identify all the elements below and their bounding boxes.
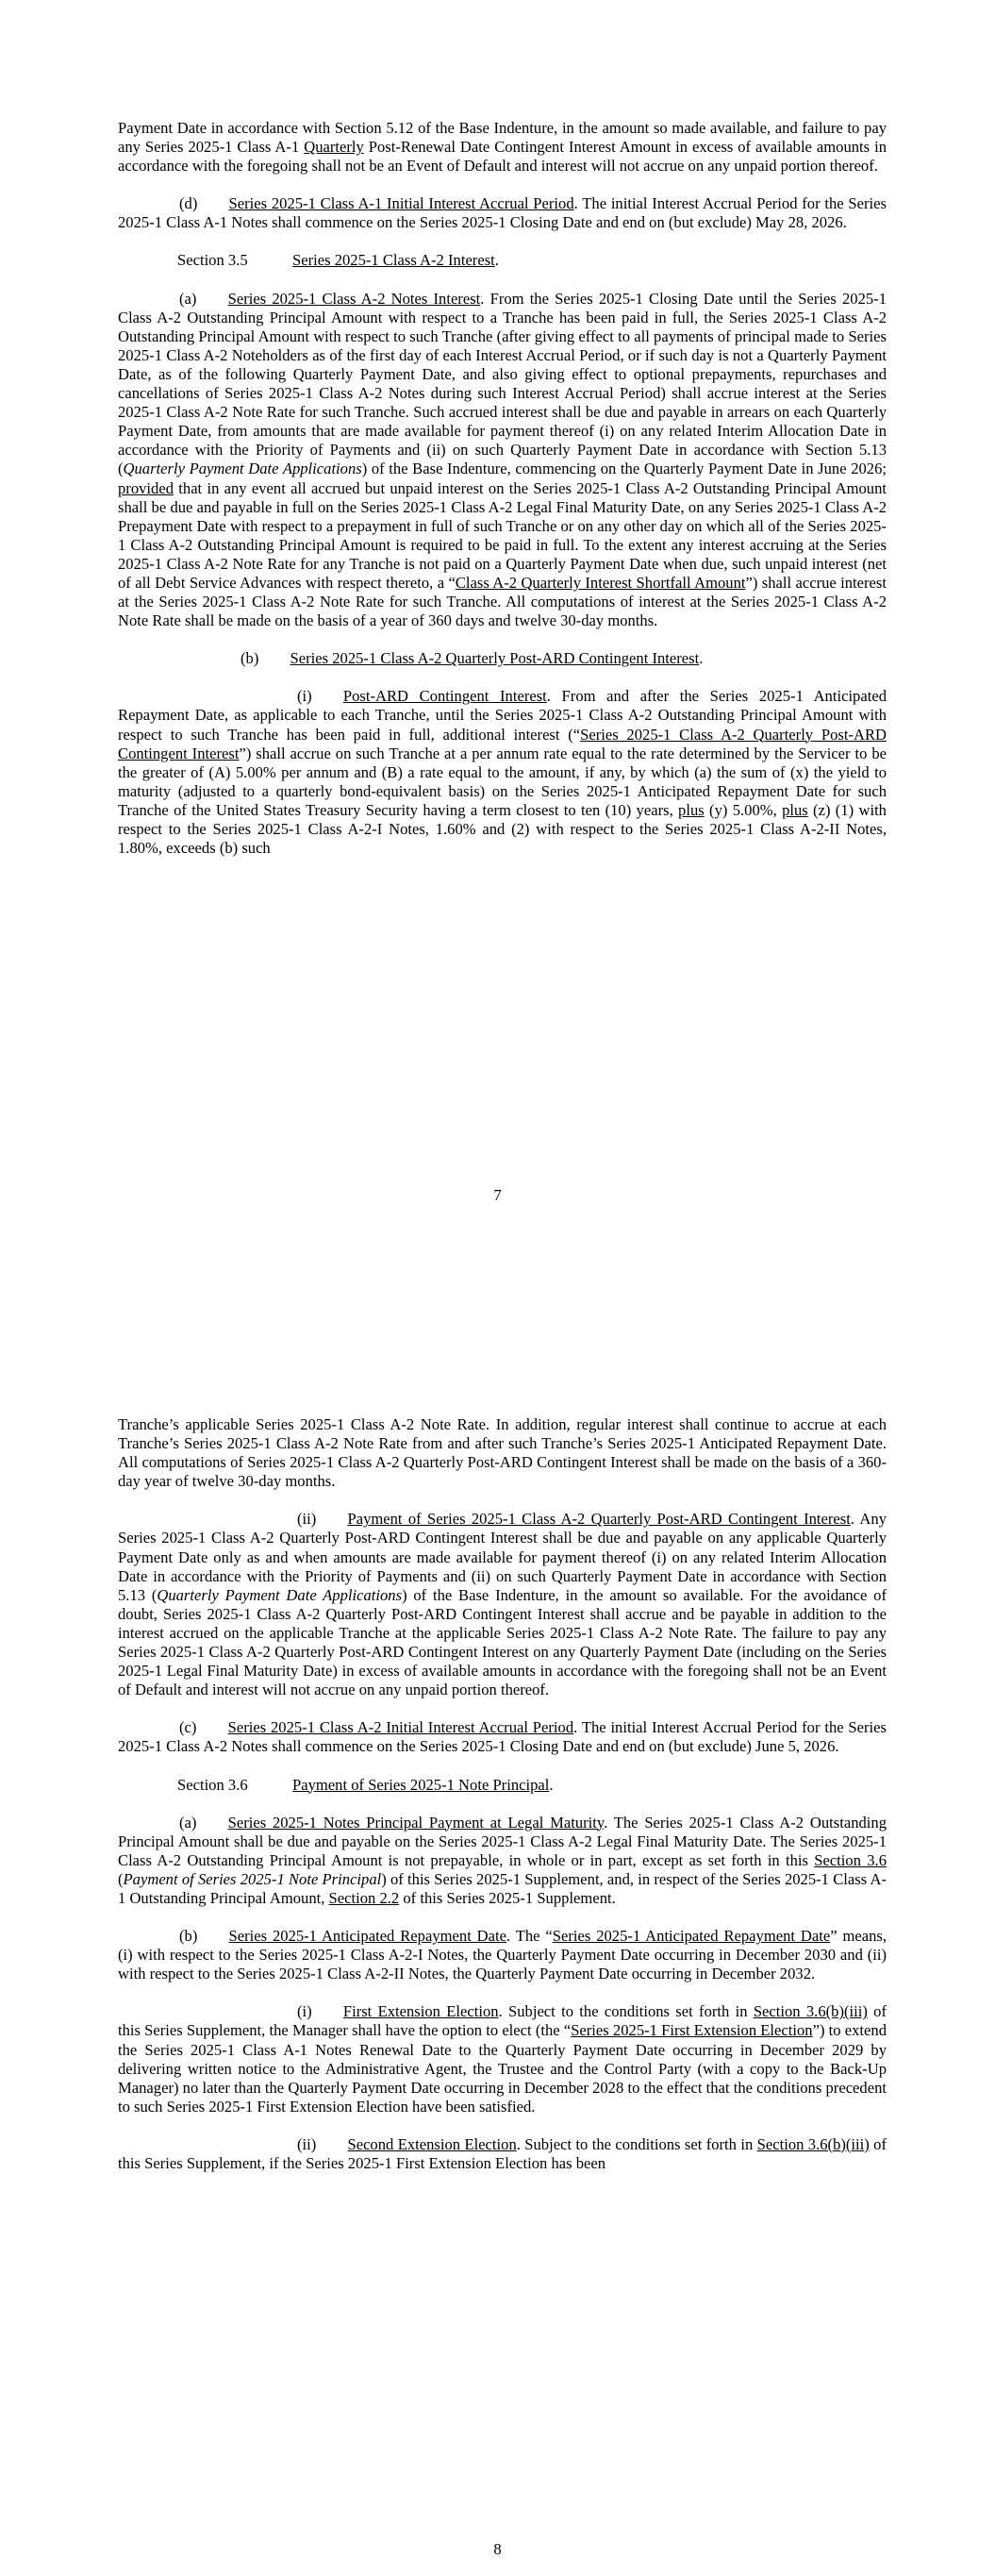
italic-term: Quarterly Payment Date Applications <box>123 460 362 478</box>
text-run: (i) <box>297 2002 343 2021</box>
paragraph <box>118 194 887 232</box>
text-run: . Any Series 2025-1 Class A-2 Quarterly Post-ARD Contingent Interest shall be due and payable on any applicable Quarterly Payment Date only as and when amounts are made available for payment thereof (i) on any related Interim Allocation Date in accordance with the Priority of Payments and (ii) on such Quarterly Payment Date in accordance with Section 5.13 ( <box>118 1510 887 1604</box>
text-run: ) of the Base Indenture, in the amount so available. For the avoidance of doubt, Series 2025-1 Class A-2 Quarterly Post-ARD Contingent Interest shall accrue and be payable in addition to the interest accrued on the applicable Tranche at the applicable Series 2025-1 Class A-2 Note Rate. The failure to pay any Series 2025-1 Class A-2 Quarterly Post-ARD Contingent Interest on any Quarterly Payment Date (including on the Series 2025-1 Legal Final Maturity Date) in excess of available amounts in accordance with the foregoing shall not be an Event of Default and interest will not accrue on any unpaid portion thereof. <box>118 1585 887 1699</box>
underlined-term: Quarterly <box>304 138 364 157</box>
section-heading <box>177 251 887 270</box>
document-page-7 <box>0 0 995 1236</box>
text-run: ” means, (i) with respect to the Series 2025-1 Class A-2-I Notes, the Quarterly Payment Date occurring in December 2030 and (ii) with respect to the Series 2025-1 Class A-2-II Notes, the Quarterly Payment Date occurring in December 2032. <box>118 1927 887 1983</box>
text-run: ”) shall accrue interest at the Series 2025-1 Class A-2 Note Rate for such Tranche. All computations of interest at the Series 2025-1 Class A-2 Note Rate shall be made on the basis of a year of 360 days and twelve 30-day months. <box>118 573 887 630</box>
text-run: ”) to extend the Series 2025-1 Class A-1 Notes Renewal Date to the Quarterly Payment Date occurring in December 2029 by delivering written notice to the Administrative Agent, the Trustee and the Control Party (with a copy to the Back-Up Manager) no later than the Quarterly Payment Date occurring in December 2028 to the effect that the conditions precedent to such Series 2025-1 First Extension Election have been satisfied. <box>118 2021 887 2116</box>
underlined-term: Series 2025-1 Notes Principal Payment at Legal Maturity <box>227 1813 605 1832</box>
paragraph <box>118 1415 887 1491</box>
text-run: (b) <box>179 1927 229 1946</box>
text-run: (y) 5.00%, <box>704 800 783 819</box>
underlined-term: Post-ARD Contingent Interest <box>342 687 547 706</box>
underlined-term: Payment of Series 2025-1 Class A-2 Quarterly Post-ARD Contingent Interest <box>347 1510 851 1529</box>
paragraph <box>118 687 887 858</box>
page-body <box>118 119 887 877</box>
underlined-term: provided <box>118 478 174 497</box>
page-body <box>118 1415 887 2192</box>
underlined-term: First Extension Election <box>342 2002 499 2021</box>
underlined-term: Second Extension Election <box>347 2134 517 2153</box>
text-run: of this Series 2025-1 Supplement. <box>399 1888 616 1907</box>
text-run: ) of this Series 2025-1 Supplement, and, in respect of the Series 2025-1 Class A-1 Outstanding Principal Amount, <box>118 1869 887 1907</box>
text-run: Payment Date in accordance with Section 5.12 of the Base Indenture, in the amount so made available, and failure to pay any Series 2025-1 Class A-1 <box>118 119 887 157</box>
text-run: of this Series Supplement, if the Series 2025-1 First Extension Election has been <box>118 2134 887 2172</box>
section-heading <box>177 1776 887 1795</box>
paragraph <box>118 2002 887 2116</box>
text-run: ) of the Base Indenture, commencing on the Quarterly Payment Date in June 2026; <box>361 460 887 478</box>
italic-term: Payment of Series 2025-1 Note Principal <box>123 1869 382 1888</box>
paragraph <box>118 1927 887 1983</box>
underlined-term: plus <box>782 800 808 819</box>
text-run: (z) (1) with respect to the Series 2025-1 Class A-2-I Notes, 1.60% and (2) with respect to the Series 2025-1 Class A-2-II Notes, 1.80%, exceeds (b) such <box>118 800 887 858</box>
paragraph <box>118 290 887 631</box>
underlined-term: Series 2025-1 Class A-2 Notes Interest <box>227 289 481 308</box>
text-run: ( <box>118 1869 124 1888</box>
text-run: . Subject to the conditions set forth in <box>498 2002 754 2021</box>
paragraph <box>118 1814 887 1908</box>
underlined-term: Section 2.2 <box>328 1888 400 1907</box>
text-run: (c) <box>179 1718 228 1737</box>
paragraph <box>118 1718 887 1756</box>
text-run: (ii) <box>297 2134 348 2153</box>
underlined-term: Class A-2 Quarterly Interest Shortfall Amount <box>455 573 746 592</box>
text-run: . The Series 2025-1 Class A-2 Outstanding Principal Amount shall be due and payable on the Series 2025-1 Class A-2 Legal Final Maturity Date. The Series 2025-1 Class A-2 Outstanding Principal Amount is not prepayable, in whole or in part, except as set forth in this <box>118 1813 887 1869</box>
text-run: (b) <box>240 649 290 668</box>
page-number: 8 <box>493 2540 502 2558</box>
paragraph <box>118 1510 887 1699</box>
underlined-term: Section 3.6(b)(iii) <box>756 2134 870 2153</box>
paragraph <box>118 2135 887 2173</box>
text-run: (i) <box>297 687 343 706</box>
section-number: Section 3.5 <box>177 251 248 270</box>
underlined-term: Section 3.6(b)(iii) <box>753 2002 868 2021</box>
text-run: Post-Renewal Date Contingent Interest Amount in excess of available amounts in accordance with the foregoing shall not be an Event of Default and interest will not accrue on any unpaid portion thereof. <box>118 138 887 176</box>
text-run: of this Series Supplement, the Manager shall have the option to elect (the “ <box>118 2002 887 2040</box>
text-run: . From and after the Series 2025-1 Anticipated Repayment Date, as applicable to each Tranche, until the Series 2025-1 Class A-2 Outstanding Principal Amount with respect to such Tranche has been paid in full, additional interest (“ <box>118 687 887 744</box>
page-number: 7 <box>493 1186 502 1204</box>
underlined-term: Series 2025-1 Class A-2 Quarterly Post-ARD Contingent Interest <box>118 725 887 762</box>
text-run: . The “ <box>506 1927 553 1946</box>
underlined-term: Series 2025-1 Class A-2 Quarterly Post-ARD Contingent Interest <box>290 649 700 668</box>
underlined-term: Series 2025-1 Anticipated Repayment Date <box>228 1927 506 1946</box>
paragraph <box>118 649 887 668</box>
paragraph <box>118 119 887 176</box>
underlined-term: Payment of Series 2025-1 Note Principal <box>292 1775 550 1794</box>
document-page-8 <box>0 1236 995 2576</box>
text-run: . <box>699 649 704 668</box>
underlined-term: Series 2025-1 Anticipated Repayment Date <box>552 1927 831 1946</box>
text-run: (a) <box>179 289 228 308</box>
text-run: (d) <box>179 194 229 213</box>
underlined-term: Section 3.6 <box>814 1850 887 1869</box>
text-run: ”) shall accrue on such Tranche at a per annum rate equal to the rate determined by the Servicer to be the greater of (A) 5.00% per annum and (B) a rate equal to the amount, if any, by which (a) the sum of (x) the yield to maturity (adjusted to a quarterly bond-equivalent basis) on the Series 2025-1 Anticipated Repayment Date for such Tranche of the United States Treasury Security having a term closest to ten (10) years, <box>118 744 887 819</box>
underlined-term: Series 2025-1 Class A-2 Interest <box>292 251 495 270</box>
underlined-term: Series 2025-1 First Extension Election <box>571 2021 813 2040</box>
text-run: . <box>494 251 499 270</box>
underlined-term: plus <box>678 800 705 819</box>
text-run: (a) <box>179 1813 228 1832</box>
text-run: . From the Series 2025-1 Closing Date until the Series 2025-1 Class A-2 Outstanding Principal Amount with respect to a Tranche has been paid in full, the Series 2025-1 Class A-2 Outstanding Principal Amount with respect to such Tranche (after giving effect to all payments of principal made to Series 2025-1 Class A-2 Noteholders as of the first day of each Interest Accrual Period, or if such day is not a Quarterly Payment Date, as of the following Quarterly Payment Date, and also giving effect to optional prepayments, repurchases and cancellations of Series 2025-1 Class A-2 Notes during such Interest Accrual Period) shall accrue interest at the Series 2025-1 Class A-2 Note Rate for such Tranche. Such accrued interest shall be due and payable in arrears on each Quarterly Payment Date, from amounts that are made available for payment thereof (i) on any related Interim Allocation Date in accordance with the Priority of Payments and (ii) on such Quarterly Payment Date in accordance with Section 5.13 ( <box>118 289 887 478</box>
text-run: (ii) <box>297 1510 348 1529</box>
text-run: . The initial Interest Accrual Period for the Series 2025-1 Class A-1 Notes shall commence on the Series 2025-1 Closing Date and end on (but exclude) May 28, 2026. <box>118 194 887 232</box>
text-run: that in any event all accrued but unpaid interest on the Series 2025-1 Class A-2 Outstanding Principal Amount shall be due and payable in full on the Series 2025-1 Class A-2 Legal Final Maturity Date, on any Series 2025-1 Class A-2 Prepayment Date with respect to a prepayment in full of such Tranche or on any other day on which all of the Series 2025-1 Class A-2 Outstanding Principal Amount is required to be paid in full. To the extent any interest accruing at the Series 2025-1 Class A-2 Note Rate for any Tranche is not paid on a Quarterly Payment Date when due, such unpaid interest (net of all Debt Service Advances with respect thereto, a “ <box>118 478 887 592</box>
text-run: Tranche’s applicable Series 2025-1 Class A-2 Note Rate. In addition, regular interest shall continue to accrue at each Tranche’s Series 2025-1 Class A-2 Note Rate from and after such Tranche’s Series 2025-1 Anticipated Repayment Date. All computations of Series 2025-1 Class A-2 Quarterly Post-ARD Contingent Interest shall be made on the basis of a 360-day year of twelve 30-day months. <box>118 1415 887 1491</box>
underlined-term: Series 2025-1 Class A-1 Initial Interest Accrual Period <box>228 194 574 213</box>
text-run: . Subject to the conditions set forth in <box>516 2134 757 2153</box>
italic-term: Quarterly Payment Date Applications <box>157 1585 403 1604</box>
underlined-term: Series 2025-1 Class A-2 Initial Interest Accrual Period <box>227 1718 574 1737</box>
text-run: . The initial Interest Accrual Period for the Series 2025-1 Class A-2 Notes shall commence on the Series 2025-1 Closing Date and end on (but exclude) June 5, 2026. <box>118 1718 887 1756</box>
section-number: Section 3.6 <box>177 1775 248 1794</box>
text-run: . <box>549 1775 554 1794</box>
